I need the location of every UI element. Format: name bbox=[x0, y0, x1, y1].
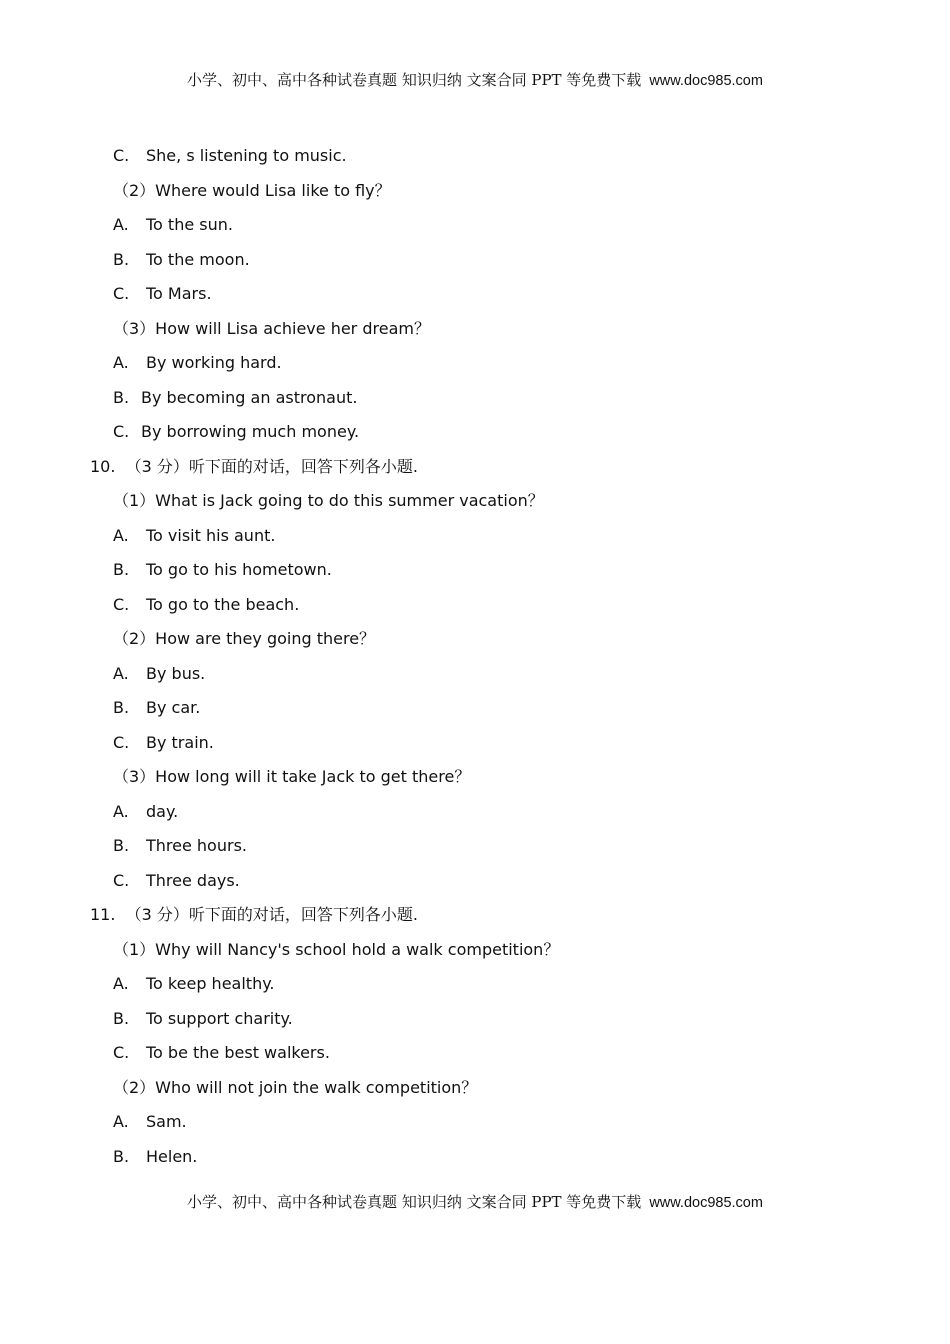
answer-option bbox=[113, 871, 240, 891]
option-label: A. bbox=[113, 802, 129, 821]
option-text: To be the best walkers. bbox=[146, 1043, 330, 1062]
option-label: A. bbox=[113, 1112, 129, 1131]
option-text: Three hours. bbox=[146, 836, 247, 855]
sub-question: （3）How will Lisa achieve her dream？ bbox=[113, 319, 430, 338]
option-label: A. bbox=[113, 664, 129, 683]
option-text: By car. bbox=[146, 698, 201, 717]
answer-option bbox=[113, 215, 233, 235]
option-text: Three days. bbox=[146, 871, 240, 890]
option-label: C. bbox=[113, 595, 130, 614]
option-text: By working hard. bbox=[146, 353, 282, 372]
option-label: A. bbox=[113, 215, 129, 234]
option-label: C. bbox=[113, 871, 130, 890]
answer-option bbox=[113, 560, 332, 580]
option-label: B. bbox=[113, 1009, 130, 1028]
question-heading: 10. （3 分）听下面的对话，回答下列各小题. bbox=[90, 457, 418, 476]
sub-question: （3）How long will it take Jack to get there？ bbox=[113, 767, 471, 786]
answer-option bbox=[113, 836, 247, 856]
answer-option bbox=[113, 974, 274, 994]
answer-option bbox=[113, 1112, 187, 1132]
answer-option bbox=[113, 1147, 197, 1167]
option-label: A. bbox=[113, 353, 129, 372]
option-text: To keep healthy. bbox=[146, 974, 275, 993]
footer-site: www.doc985.com bbox=[649, 1195, 763, 1211]
answer-option bbox=[113, 353, 282, 373]
sub-question: （2）Where would Lisa like to fly？ bbox=[113, 181, 391, 200]
option-text: Sam. bbox=[146, 1112, 187, 1131]
answer-option bbox=[113, 664, 205, 684]
option-label: B. bbox=[113, 560, 130, 579]
option-text: day. bbox=[146, 802, 179, 821]
option-label: B. bbox=[113, 836, 130, 855]
answer-option bbox=[113, 388, 357, 408]
answer-option bbox=[113, 1043, 330, 1063]
answer-option bbox=[113, 595, 299, 615]
page-footer bbox=[0, 1191, 950, 1212]
answer-option bbox=[113, 146, 347, 166]
answer-option bbox=[113, 733, 214, 753]
option-label: B. bbox=[113, 1147, 130, 1166]
option-text: Helen. bbox=[146, 1147, 198, 1166]
option-text: She, s listening to music. bbox=[146, 146, 347, 165]
option-label: A. bbox=[113, 974, 129, 993]
answer-option bbox=[113, 422, 359, 442]
footer-text: 小学、初中、高中各种试卷真题 知识归纳 文案合同 PPT 等免费下载 bbox=[187, 1193, 642, 1211]
question-heading: 11. （3 分）听下面的对话，回答下列各小题. bbox=[90, 905, 418, 924]
option-label: B. bbox=[113, 250, 130, 269]
option-label: B. bbox=[113, 388, 130, 407]
option-label: C. bbox=[113, 1043, 130, 1062]
header-text: 小学、初中、高中各种试卷真题 知识归纳 文案合同 PPT 等免费下载 bbox=[187, 71, 642, 89]
option-text: By borrowing much money. bbox=[141, 422, 360, 441]
option-label: C. bbox=[113, 284, 130, 303]
option-text: To support charity. bbox=[146, 1009, 293, 1028]
answer-option bbox=[113, 802, 178, 822]
option-text: By becoming an astronaut. bbox=[141, 388, 358, 407]
option-label: C. bbox=[113, 146, 130, 165]
option-text: To Mars. bbox=[146, 284, 212, 303]
option-label: C. bbox=[113, 422, 130, 441]
answer-option bbox=[113, 284, 212, 304]
answer-option bbox=[113, 1009, 293, 1029]
option-text: To go to his hometown. bbox=[146, 560, 332, 579]
answer-option bbox=[113, 526, 275, 546]
option-label: B. bbox=[113, 698, 130, 717]
option-label: A. bbox=[113, 526, 129, 545]
page-header bbox=[0, 69, 950, 90]
answer-option bbox=[113, 698, 200, 718]
header-site: www.doc985.com bbox=[649, 73, 763, 89]
option-text: To visit his aunt. bbox=[146, 526, 276, 545]
sub-question: （2）How are they going there？ bbox=[113, 629, 376, 648]
option-text: To the moon. bbox=[146, 250, 250, 269]
option-text: By train. bbox=[146, 733, 214, 752]
answer-option bbox=[113, 250, 250, 270]
option-text: To go to the beach. bbox=[146, 595, 300, 614]
option-text: By bus. bbox=[146, 664, 206, 683]
sub-question: （1）Why will Nancy's school hold a walk competition？ bbox=[113, 940, 560, 959]
option-label: C. bbox=[113, 733, 130, 752]
option-text: To the sun. bbox=[146, 215, 233, 234]
sub-question: （1）What is Jack going to do this summer vacation？ bbox=[113, 491, 544, 510]
sub-question: （2）Who will not join the walk competition？ bbox=[113, 1078, 478, 1097]
